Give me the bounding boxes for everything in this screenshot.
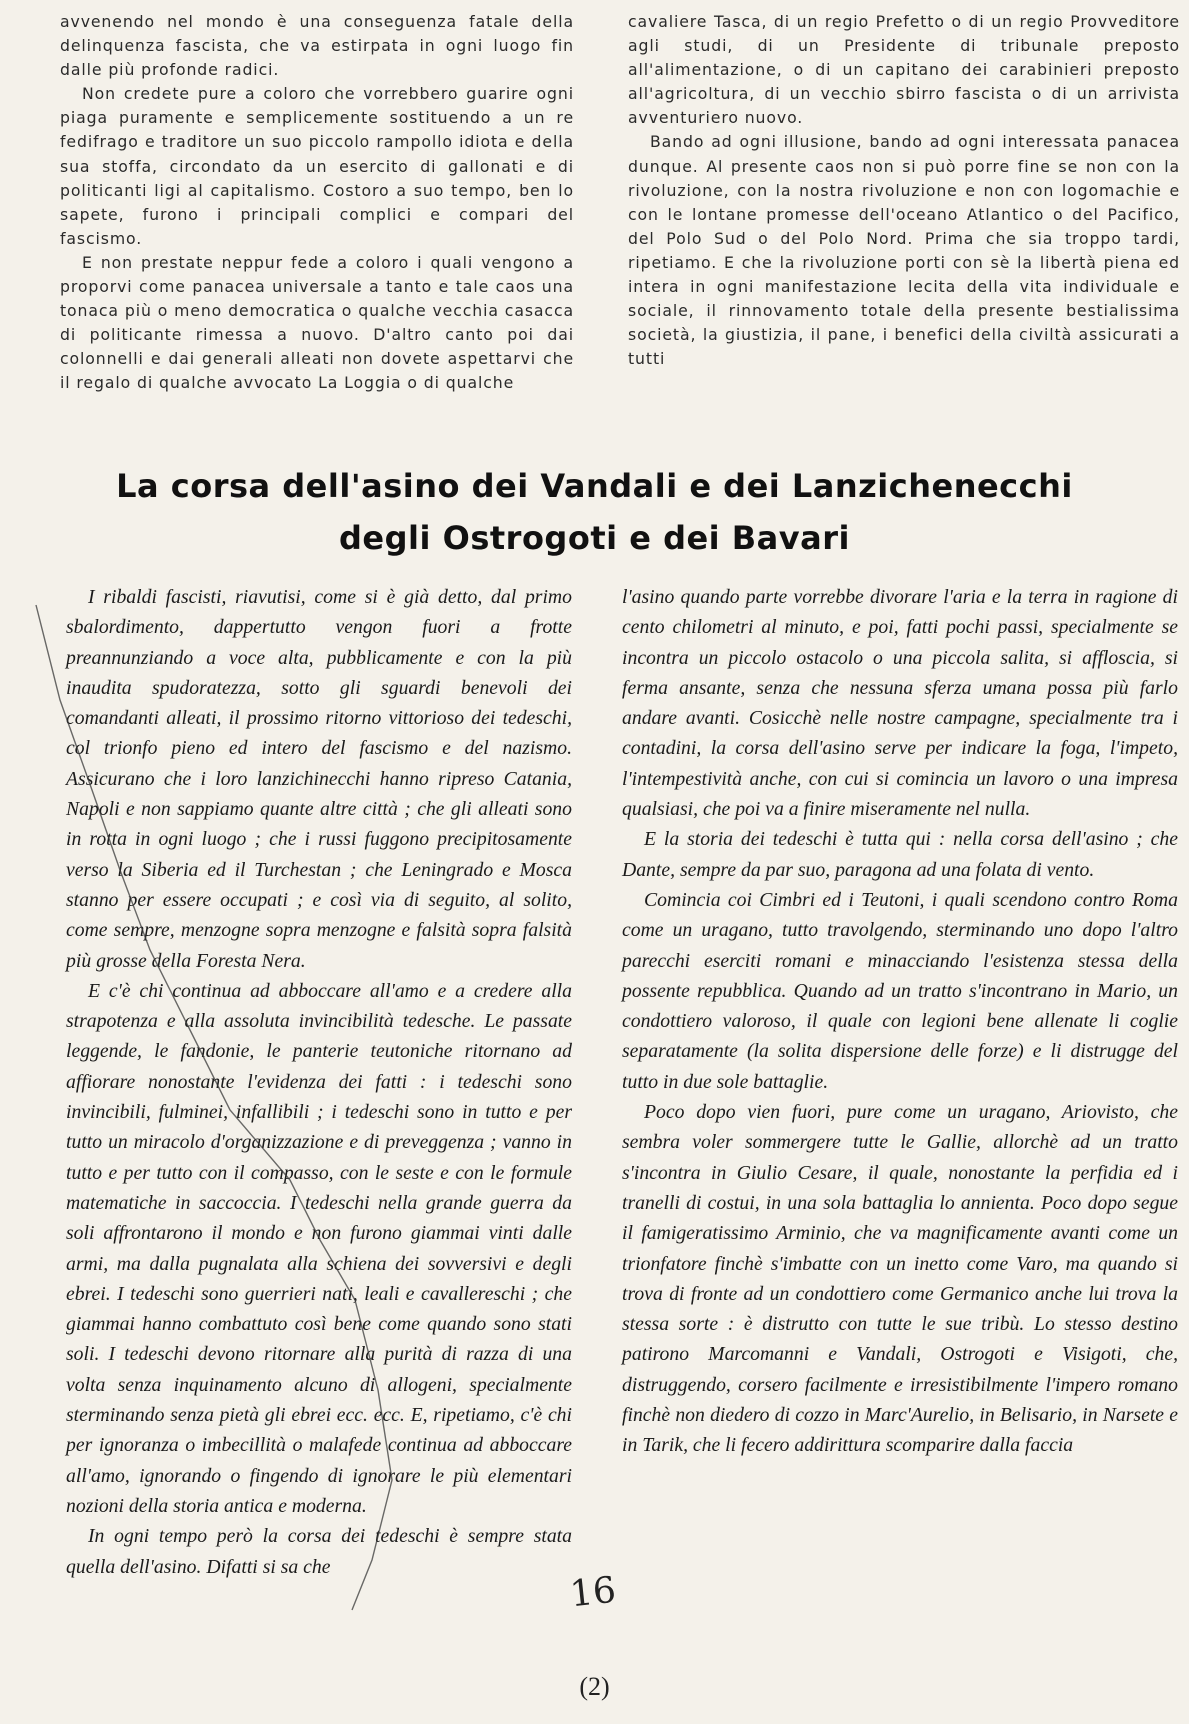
paragraph: E non prestate neppur fede a coloro i quali vengono a proporvi come panacea universale a tanto e tale caos una tonaca più o meno democratica o qualche vecchia casacca di politicante rimessa a nuovo. D'altro canto poi dai colonnelli e dai generali alleati non dovete aspettarvi che il regalo di qualche avvocato La Loggia o di qualche	[60, 252, 574, 393]
paragraph: In ogni tempo però la corsa dei tedeschi è sempre stata quella dell'asino. Difatti si sa che	[66, 1525, 572, 1578]
paragraph: E la storia dei tedeschi è tutta qui : nella corsa dell'asino ; che Dante, sempre da par suo, paragona ad una folata di vento.	[622, 828, 1178, 881]
paragraph: Bando ad ogni illusione, bando ad ogni interessata panacea dunque. Al presente caos non si può porre fine se non con la rivoluzione, con la nostra rivoluzione e non con logomachie e con le lontane promesse dell'oceano Atlantico o del Pacifico, del Polo Sud o del Polo Nord. Prima che sia troppo tardi, ripetiamo. E che la rivoluzione porti con sè la libertà piena ed intera in ogni manifestazione lecita della vita individuale e sociale, il rinnovamento totale della presente bestialissima società, la giustizia, il pane, i benefici della civiltà assicurati a tutti	[628, 132, 1180, 369]
handwritten-page-number: 16	[567, 1569, 618, 1616]
paragraph: avvenendo nel mondo è una conseguenza fatale della delinquenza fascista, che va estirpata in ogni luogo fin dalle più profonde radici.	[60, 12, 574, 80]
paragraph: Non credete pure a coloro che vorrebbero guarire ogni piaga puramente e semplicemente sostituendo a un re fedifrago e traditore un suo piccolo rampollo idiota e della sua stoffa, circondato da un esercito di gallonati e di politicanti ligi al capitalismo. Costoro a suo tempo, ben lo sapete, furono i principali complici e compari del fascismo.	[60, 84, 574, 248]
paragraph: E c'è chi continua ad abboccare all'amo e a credere alla strapotenza e alla assoluta invincibilità tedesche. Le passate leggende, le fandonie, le panterie teutoniche ritornano ad affiorare nonostante l'evidenza dei fatti : i tedeschi sono invincibili, fulminei, infallibili ; i tedeschi sono in tutto e per tutto un miracolo d'organizzazione e di preveggenza ; vanno in tutto e per tutto con il compasso, con le seste e con le formule matematiche in saccoccia. I tedeschi nella grande guerra da soli affrontarono il mondo e non furono giammai vinti dalle armi, ma dalla pugnalata alla schiena dei sovversivi e degli ebrei. I tedeschi sono guerrieri nati, leali e cavallereschi ; che giammai hanno combattuto così bene come quando sono stati soli. I tedeschi devono ritornare alla purità di razza di una volta senza inquinamento alcuno di allogeni, specialmente sterminando senza pietà gli ebrei ecc. ecc. E, ripetiamo, c'è chi per ignoranza o imbecillità o malafede continua ad abboccare all'amo, ignorando o fingendo di ignorare le più elementari nozioni della storia antica e moderna.	[66, 979, 572, 1517]
paragraph: Poco dopo vien fuori, pure come un uragano, Ariovisto, che sembra voler sommergere tutte le Gallie, allorchè ad un tratto s'incontra in Giulio Cesare, il quale, nonostante la perfidia ed i tranelli di costui, in una sola battaglia lo annienta. Poco dopo segue il famigeratissimo Arminio, che va magnificamente avanti come un trionfatore finchè s'imbatte con un inetto come Varo, ma quando si trova di fronte ad un condottiero come Germanico anche lui trova la stessa sorte : è distrutto con tutte le sue tribù. Lo stesso destino patirono Marcomanni e Vandali, Ostrogoti e Visigoti, che, distruggendo, corsero facilmente e irresistibilmente l'impero romano finchè non diedero di cozzo in Marc'Aurelio, in Belisario, in Narsete e in Tarik, che li fecero addirittura scomparire dalla faccia	[622, 1101, 1178, 1457]
paragraph: Comincia coi Cimbri ed i Teutoni, i quali scendono contro Roma come un uragano, tutto travolgendo, sterminando uno dopo l'altro parecchi eserciti romani e minacciando l'esistenza stessa della possente repubblica. Quando ad un tratto s'incontrano in Mario, un condottiero valoroso, il quale con legioni bene allenate li coglie separatamente (la solita dispersione delle forze) e li distrugge del tutto in due sole battaglie.	[622, 888, 1178, 1093]
top-right-column	[628, 10, 1180, 371]
paragraph: cavaliere Tasca, di un regio Prefetto o di un regio Provveditore agli studi, di un Presidente di tribunale preposto all'alimentazione, o di un capitano dei carabinieri preposto all'agricoltura, di un vecchio sbirro fascista o di un arrivista avventuriero nuovo.	[628, 12, 1180, 128]
page-number: (2)	[579, 1672, 610, 1701]
title-line: degli Ostrogoti e dei Bavari	[339, 519, 850, 557]
article-right-column	[622, 582, 1178, 1461]
paragraph: I ribaldi fascisti, riavutisi, come si è già detto, dal primo sbalordimento, dappertutto vengon fuori a frotte preannunziando a voce alta, pubblicamente e con la più inaudita spudoratezza, sotto gli sguardi benevoli dei comandanti alleati, il prossimo ritorno vittorioso dei tedeschi, col trionfo pieno ed intero del fascismo e del nazismo. Assicurano che i loro lanzichinecchi hanno ripreso Catania, Napoli e non sappiamo quante altre città ; che gli alleati sono in rotta in ogni luogo ; che i russi fuggono precipitosamente verso la Siberia ed il Turchestan ; che Leningrado e Mosca stanno per essere occupati ; e così via di seguito, al solito, come sempre, menzogne sopra menzogne e falsità sopra falsità più grosse della Foresta Nera.	[66, 586, 572, 972]
title-line: La corsa dell'asino dei Vandali e dei Lanzichenecchi	[116, 467, 1073, 505]
article-title	[0, 460, 1189, 564]
top-left-column	[60, 10, 574, 396]
paragraph: l'asino quando parte vorrebbe divorare l'aria e la terra in ragione di cento chilometri al minuto, e poi, fatti pochi passi, specialmente se incontra un piccolo ostacolo o una piccola salita, si affloscia, si ferma ansante, senza che nessuna sferza umana possa più farlo andare avanti. Cosicchè nelle nostre campagne, specialmente tra i contadini, la corsa dell'asino serve per indicare la foga, l'impeto, l'intempestività anche, con cui si comincia un lavoro o una impresa qualsiasi, che poi va a finire miseramente nel nulla.	[622, 586, 1178, 821]
article-left-column	[66, 582, 572, 1582]
